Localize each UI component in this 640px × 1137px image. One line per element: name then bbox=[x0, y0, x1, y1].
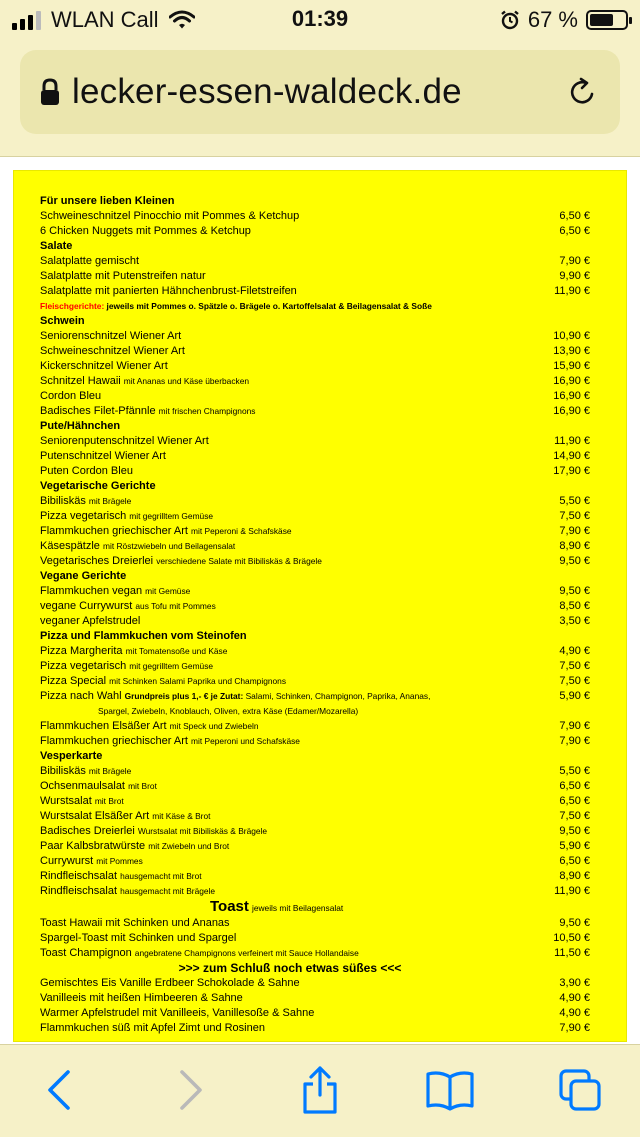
item-name bbox=[40, 869, 530, 884]
item-title: veganer Apfelstrudel bbox=[40, 615, 141, 627]
section-note bbox=[40, 299, 590, 314]
item-description: mit Tomatensoße und Käse bbox=[125, 646, 228, 656]
section-heading: Vegetarische Gerichte bbox=[40, 480, 156, 492]
share-icon bbox=[300, 1065, 340, 1115]
item-title: Bibiliskäs bbox=[40, 495, 86, 507]
item-price: 7,90 € bbox=[559, 525, 590, 537]
item-title: Flammkuchen vegan bbox=[40, 585, 143, 597]
item-title: Paar Kalbsbratwürste bbox=[40, 840, 146, 852]
menu-item bbox=[40, 584, 590, 599]
menu-item bbox=[40, 434, 590, 449]
item-title: Pizza vegetarisch bbox=[40, 510, 127, 522]
item-title: Puten Cordon Bleu bbox=[40, 465, 133, 477]
item-name bbox=[40, 449, 530, 464]
item-title: Seniorenputenschnitzel Wiener Art bbox=[40, 435, 209, 447]
item-name bbox=[40, 946, 530, 961]
item-title: Rindfleischsalat bbox=[40, 885, 118, 897]
item-title: vegane Currywurst bbox=[40, 600, 133, 612]
item-name bbox=[40, 916, 530, 931]
item-title: Flammkuchen griechischer Art bbox=[40, 525, 188, 537]
chevron-right-icon bbox=[176, 1068, 206, 1112]
item-price: 5,50 € bbox=[559, 765, 590, 777]
menu-item bbox=[40, 509, 590, 524]
item-title: Pizza nach Wahl bbox=[40, 690, 122, 702]
item-price: 3,50 € bbox=[559, 615, 590, 627]
item-name bbox=[40, 494, 530, 509]
item-name bbox=[40, 931, 530, 946]
section-heading: Pizza und Flammkuchen vom Steinofen bbox=[40, 630, 247, 642]
item-price: 9,50 € bbox=[559, 555, 590, 567]
item-title: Käsespätzle bbox=[40, 540, 100, 552]
item-name bbox=[40, 764, 530, 779]
menu-card bbox=[14, 171, 626, 1041]
menu-item bbox=[40, 359, 590, 374]
menu-item bbox=[40, 329, 590, 344]
item-price: 6,50 € bbox=[559, 225, 590, 237]
menu-item bbox=[40, 224, 590, 239]
item-price: 9,50 € bbox=[559, 825, 590, 837]
menu-item bbox=[40, 854, 590, 869]
menu-item bbox=[40, 659, 590, 674]
item-description: mit Gemüse bbox=[145, 586, 191, 596]
web-page[interactable] bbox=[0, 157, 640, 1044]
item-description: mit Brot bbox=[94, 796, 124, 806]
item-price: 17,90 € bbox=[553, 465, 590, 477]
menu-item bbox=[40, 946, 590, 961]
menu-item bbox=[40, 794, 590, 809]
menu-item bbox=[40, 344, 590, 359]
lock-icon bbox=[40, 78, 60, 106]
toast-heading bbox=[40, 899, 590, 916]
note-label: Fleischgerichte: bbox=[40, 301, 105, 311]
item-title: Pizza vegetarisch bbox=[40, 660, 127, 672]
item-name bbox=[40, 524, 530, 539]
item-name bbox=[40, 659, 530, 674]
alarm-clock-icon bbox=[500, 10, 520, 30]
item-name bbox=[40, 464, 530, 479]
item-title: Vanilleeis mit heißen Himbeeren & Sahne bbox=[40, 992, 243, 1004]
item-description: mit Brägele bbox=[88, 496, 132, 506]
menu-item bbox=[40, 389, 590, 404]
item-title: Warmer Apfelstrudel mit Vanilleeis, Vanillesoße & Sahne bbox=[40, 1007, 315, 1019]
item-title: Flammkuchen griechischer Art bbox=[40, 735, 188, 747]
item-name bbox=[40, 991, 530, 1006]
menu-item bbox=[40, 764, 590, 779]
toast-title: Toast bbox=[210, 898, 249, 915]
item-name bbox=[40, 644, 530, 659]
item-name bbox=[40, 509, 530, 524]
item-name bbox=[40, 719, 530, 734]
menu-item bbox=[40, 1006, 590, 1021]
menu-item bbox=[40, 809, 590, 824]
item-price: 16,90 € bbox=[553, 405, 590, 417]
chevron-left-icon bbox=[44, 1068, 74, 1112]
section-heading: Pute/Hähnchen bbox=[40, 420, 121, 432]
item-description: Wurstsalat mit Bibiliskäs & Brägele bbox=[137, 826, 268, 836]
menu-item bbox=[40, 884, 590, 899]
item-description: mit gegrilltem Gemüse bbox=[129, 511, 214, 521]
status-bar bbox=[0, 0, 640, 40]
item-title: Bibiliskäs bbox=[40, 765, 86, 777]
item-name bbox=[40, 554, 530, 569]
item-price: 9,50 € bbox=[559, 585, 590, 597]
item-price: 4,90 € bbox=[559, 992, 590, 1004]
item-price: 7,90 € bbox=[559, 735, 590, 747]
item-price: 7,50 € bbox=[559, 675, 590, 687]
item-name bbox=[40, 1006, 530, 1021]
item-price: 6,50 € bbox=[559, 780, 590, 792]
item-name bbox=[40, 854, 530, 869]
item-price: 14,90 € bbox=[553, 450, 590, 462]
item-price: 5,90 € bbox=[559, 840, 590, 852]
item-description: mit Zwiebeln und Brot bbox=[148, 841, 230, 851]
toast-description: jeweils mit Beilagensalat bbox=[251, 903, 344, 913]
menu-item bbox=[40, 209, 590, 224]
item-title: Toast Champignon bbox=[40, 947, 132, 959]
item-name bbox=[40, 689, 530, 704]
item-price: 8,90 € bbox=[559, 540, 590, 552]
item-price: 7,90 € bbox=[559, 720, 590, 732]
item-price: 6,50 € bbox=[559, 795, 590, 807]
menu-item bbox=[40, 524, 590, 539]
item-description: hausgemacht mit Brägele bbox=[120, 886, 216, 896]
item-name bbox=[40, 374, 530, 389]
item-title: Ochsenmaulsalat bbox=[40, 780, 125, 792]
menu-item bbox=[40, 284, 590, 299]
item-description: mit Ananas und Käse überbacken bbox=[123, 376, 250, 386]
item-description: mit Brot bbox=[128, 781, 157, 791]
item-title: Flammkuchen süß mit Apfel Zimt und Rosinen bbox=[40, 1022, 265, 1034]
menu-item bbox=[40, 449, 590, 464]
item-description: aus Tofu mit Pommes bbox=[135, 601, 216, 611]
item-price: 8,90 € bbox=[559, 870, 590, 882]
item-title: Vegetarisches Dreierlei bbox=[40, 555, 154, 567]
item-title: Seniorenschnitzel Wiener Art bbox=[40, 330, 182, 342]
section-heading: Salate bbox=[40, 240, 73, 252]
item-description: hausgemacht mit Brot bbox=[120, 871, 202, 881]
item-price: 7,90 € bbox=[559, 255, 590, 267]
section-heading: Für unsere lieben Kleinen bbox=[40, 195, 175, 207]
item-title: Schweineschnitzel Wiener Art bbox=[40, 345, 185, 357]
item-price: 7,90 € bbox=[559, 1022, 590, 1034]
menu-item bbox=[40, 931, 590, 946]
tabs-button[interactable] bbox=[555, 1065, 605, 1115]
menu-item bbox=[40, 916, 590, 931]
item-price: 7,50 € bbox=[559, 510, 590, 522]
item-name bbox=[40, 884, 530, 899]
item-name bbox=[40, 824, 530, 839]
section-heading: Vegane Gerichte bbox=[40, 570, 127, 582]
item-price-note: Grundpreis plus 1,- € je Zutat: bbox=[124, 691, 244, 701]
status-right bbox=[500, 7, 628, 33]
menu-item bbox=[40, 1021, 590, 1036]
menu-item bbox=[40, 404, 590, 419]
item-price: 16,90 € bbox=[553, 375, 590, 387]
book-icon bbox=[425, 1069, 475, 1111]
item-price: 10,50 € bbox=[553, 932, 590, 944]
item-title: Salatplatte mit panierten Hähnchenbrust-Filetstreifen bbox=[40, 285, 297, 297]
item-title: Spargel-Toast mit Schinken und Spargel bbox=[40, 932, 237, 944]
item-price: 6,50 € bbox=[559, 855, 590, 867]
item-name bbox=[40, 539, 530, 554]
item-price: 4,90 € bbox=[559, 1007, 590, 1019]
item-name bbox=[40, 599, 530, 614]
browser-toolbar bbox=[0, 1044, 640, 1137]
item-title: Wurstsalat bbox=[40, 795, 92, 807]
menu-item bbox=[40, 599, 590, 614]
item-name bbox=[40, 839, 530, 854]
item-name bbox=[40, 254, 530, 269]
item-price: 16,90 € bbox=[553, 390, 590, 402]
bookmarks-button[interactable] bbox=[425, 1065, 475, 1115]
item-price: 9,50 € bbox=[559, 917, 590, 929]
address-bar[interactable] bbox=[20, 50, 620, 134]
item-title: 6 Chicken Nuggets mit Pommes & Ketchup bbox=[40, 225, 251, 237]
menu-item bbox=[40, 734, 590, 749]
item-price: 7,50 € bbox=[559, 660, 590, 672]
item-name bbox=[40, 1021, 530, 1036]
item-name bbox=[40, 614, 530, 629]
carrier-label: WLAN Call bbox=[51, 7, 159, 32]
item-price: 11,90 € bbox=[554, 885, 590, 897]
item-price: 10,90 € bbox=[553, 330, 590, 342]
menu-item bbox=[40, 494, 590, 509]
item-description: mit frischen Champignons bbox=[158, 406, 256, 416]
item-name bbox=[40, 404, 530, 419]
menu-item bbox=[40, 644, 590, 659]
menu-item bbox=[40, 374, 590, 389]
status-time: 01:39 bbox=[291, 6, 349, 31]
item-price: 3,90 € bbox=[559, 977, 590, 989]
item-description: mit Käse & Brot bbox=[152, 811, 211, 821]
item-title: Badisches Dreierlei bbox=[40, 825, 135, 837]
item-description: mit Speck und Zwiebeln bbox=[169, 721, 259, 731]
item-name bbox=[40, 734, 530, 749]
item-title: Salatplatte mit Putenstreifen natur bbox=[40, 270, 206, 282]
item-title: Flammkuchen Elsäßer Art bbox=[40, 720, 167, 732]
menu-item bbox=[40, 719, 590, 734]
item-price: 9,90 € bbox=[559, 270, 590, 282]
item-name bbox=[40, 434, 530, 449]
menu-item bbox=[40, 839, 590, 854]
menu-item bbox=[40, 464, 590, 479]
menu-item bbox=[40, 674, 590, 689]
note-text bbox=[40, 299, 590, 314]
item-price: 11,90 € bbox=[554, 435, 590, 447]
item-title: Kickerschnitzel Wiener Art bbox=[40, 360, 168, 372]
item-description: angebratene Champignons verfeinert mit Sauce Hollandaise bbox=[134, 948, 359, 958]
item-price: 15,90 € bbox=[553, 360, 590, 372]
item-name bbox=[40, 809, 530, 824]
item-description: mit gegrilltem Gemüse bbox=[129, 661, 214, 671]
url-text[interactable]: lecker-essen-waldeck.de bbox=[72, 72, 462, 111]
back-button[interactable] bbox=[34, 1065, 84, 1115]
menu-item bbox=[40, 991, 590, 1006]
reload-icon[interactable] bbox=[566, 75, 600, 109]
menu-item bbox=[40, 824, 590, 839]
menu-item bbox=[40, 976, 590, 991]
item-price: 5,90 € bbox=[559, 690, 590, 702]
item-description: verschiedene Salate mit Bibiliskäs & Brägele bbox=[156, 556, 322, 566]
item-price: 6,50 € bbox=[559, 210, 590, 222]
item-name bbox=[40, 584, 530, 599]
item-description: mit Schinken Salami Paprika und Champignons bbox=[109, 676, 287, 686]
item-description: mit Röstzwiebeln und Beilagensalat bbox=[103, 541, 236, 551]
menu-item bbox=[40, 539, 590, 554]
item-title: Currywurst bbox=[40, 855, 94, 867]
item-description: mit Brägele bbox=[88, 766, 132, 776]
item-name bbox=[40, 209, 530, 224]
item-title: Schweineschnitzel Pinocchio mit Pommes & Ketchup bbox=[40, 210, 300, 222]
item-price: 4,90 € bbox=[559, 645, 590, 657]
item-name bbox=[40, 976, 530, 991]
item-description: mit Peperoni und Schafskäse bbox=[191, 736, 300, 746]
item-description: Salami, Schinken, Champignon, Paprika, Ananas, bbox=[243, 691, 431, 701]
item-name bbox=[40, 794, 530, 809]
item-name bbox=[40, 674, 530, 689]
battery-icon bbox=[586, 10, 628, 30]
item-price: 13,90 € bbox=[553, 345, 590, 357]
menu-item bbox=[40, 869, 590, 884]
item-price: 5,50 € bbox=[559, 495, 590, 507]
item-name bbox=[40, 329, 530, 344]
item-title: Wurstsalat Elsäßer Art bbox=[40, 810, 150, 822]
battery-percent: 67 % bbox=[527, 7, 578, 32]
item-title: Salatplatte gemischt bbox=[40, 255, 140, 267]
item-title: Cordon Bleu bbox=[40, 390, 102, 402]
item-title: Toast Hawaii mit Schinken und Ananas bbox=[40, 917, 230, 929]
item-price: 11,50 € bbox=[554, 947, 590, 959]
section-heading: Schwein bbox=[40, 315, 85, 327]
item-title: Schnitzel Hawaii bbox=[40, 375, 121, 387]
item-title: Putenschnitzel Wiener Art bbox=[40, 450, 166, 462]
item-title: Pizza Margherita bbox=[40, 645, 123, 657]
item-price: 7,50 € bbox=[559, 810, 590, 822]
menu-item bbox=[40, 269, 590, 284]
item-price: 8,50 € bbox=[559, 600, 590, 612]
item-name bbox=[40, 224, 530, 239]
tabs-icon bbox=[558, 1068, 602, 1112]
item-title: Rindfleischsalat bbox=[40, 870, 118, 882]
share-button[interactable] bbox=[295, 1065, 345, 1115]
forward-button[interactable] bbox=[166, 1065, 216, 1115]
item-title: Gemischtes Eis Vanille Erdbeer Schokolade & Sahne bbox=[40, 977, 300, 989]
menu-list bbox=[40, 194, 590, 1063]
item-title: Pizza Special bbox=[40, 675, 107, 687]
menu-item bbox=[40, 779, 590, 794]
menu-item bbox=[40, 254, 590, 269]
item-name bbox=[40, 389, 530, 404]
item-name bbox=[40, 344, 530, 359]
item-name bbox=[40, 359, 530, 374]
item-title: Badisches Filet-Pfännle bbox=[40, 405, 156, 417]
item-name bbox=[40, 284, 530, 299]
dessert-heading: >>> zum Schluß noch etwas süßes <<< bbox=[178, 961, 402, 975]
menu-item bbox=[40, 689, 590, 704]
note-description: jeweils mit Pommes o. Spätzle o. Brägele o. Kartoffelsalat & Beilagensalat & Soße bbox=[104, 301, 432, 311]
item-name bbox=[40, 269, 530, 284]
menu-item bbox=[40, 614, 590, 629]
section-heading: Vesperkarte bbox=[40, 750, 103, 762]
item-description: mit Pommes bbox=[96, 856, 143, 866]
item-description: mit Peperoni & Schafskäse bbox=[191, 526, 292, 536]
item-price: 11,90 € bbox=[554, 285, 590, 297]
item-name bbox=[40, 779, 530, 794]
item-continuation: Spargel, Zwiebeln, Knoblauch, Oliven, extra Käse (Edamer/Mozarella) bbox=[98, 706, 359, 716]
menu-item bbox=[40, 554, 590, 569]
